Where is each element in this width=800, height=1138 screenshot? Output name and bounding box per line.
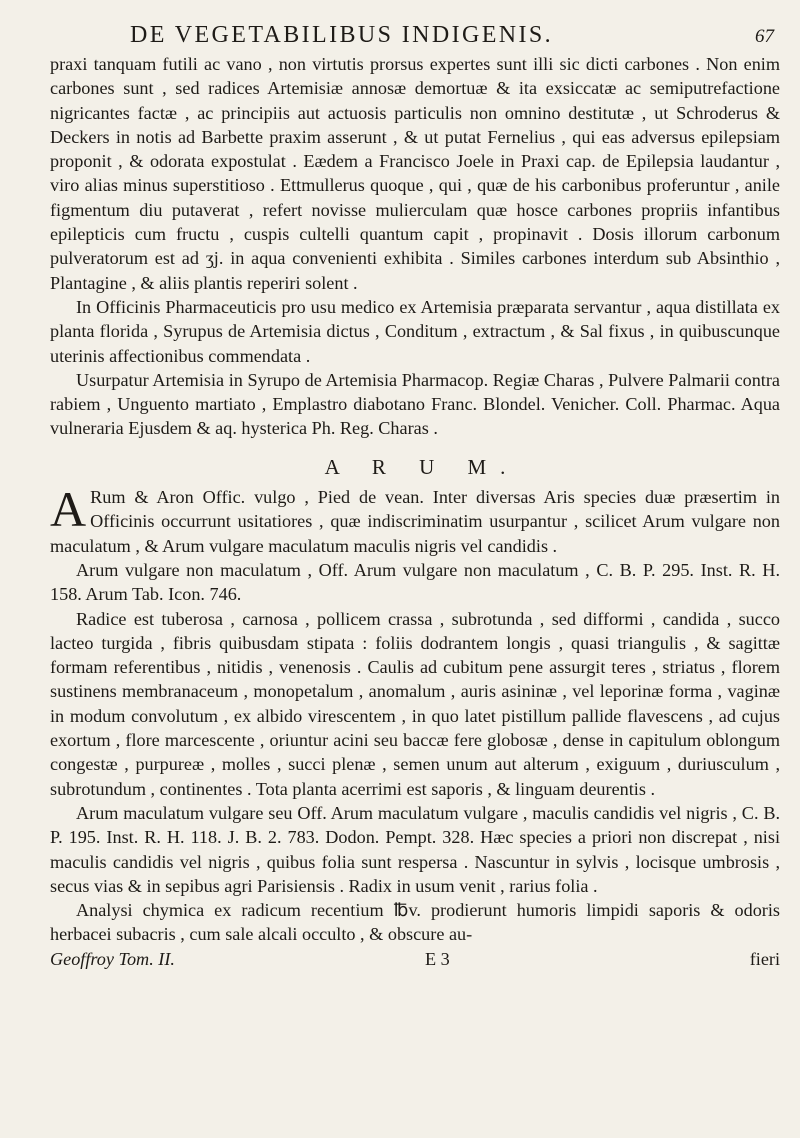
page-footer — [50, 947, 780, 971]
section-title-arum: A R U M. — [324, 454, 520, 479]
catchword: fieri — [749, 948, 780, 969]
paragraph-officinis: In Officinis Pharmaceuticis pro usu medico ex Artemisia præparata servantur , aqua distillata ex planta florida , Syrupus de Artemisia dictus , Conditum , extractum , & Sal fixus , in quibuscunque uterinis affectionibus commendata . — [50, 296, 780, 366]
body-text — [50, 52, 780, 971]
running-head — [0, 20, 800, 56]
signature-mark: E 3 — [425, 948, 450, 969]
paragraph-arum-non-maculatum: Arum vulgare non maculatum , Off. Arum vulgare non maculatum , C. B. P. 295. Inst. R. H. 158. Arum Tab. Icon. 746. — [50, 559, 780, 605]
paragraph-arum-description: Radice est tuberosa , carnosa , pollicem crassa , subrotunda , sed difformi , candida , succo lacteo turgida , fibris quibusdam stipata : foliis dodrantem longis , quasi triangulis , & sagittæ formam referentibus , nitidis , venenosis . Caulis ad cubitum pene assurgit teres , striatus , florem sustinens membranaceum , monopetalum , anomalum , auris asininæ , vel leporinæ forma , vaginæ in modum convolutum , ex albido virescentem , in quo latet pistillum pallide flavescens , ad cujus exortum , flore marcescente , oriuntur acini seu baccæ fere globosæ , dense in capitulum oblongum congestæ , purpureæ , molles , succi plenæ , semen unum aut alterum , exiguum , duriusculum , subrotundum , continentes . Tota planta acerrimi est saporis , & linguam deurentis . — [50, 608, 780, 799]
paragraph-analysis: Analysi chymica ex radicum recentium ℔v. prodierunt humoris limpidi saporis & odoris herbacei subacris , cum sale alcali occulto , & obscure au- — [50, 900, 780, 945]
paragraph-arum-intro: ARum & Aron Offic. vulgo , Pied de vean. Inter diversas Aris species duæ præsertim in Officinis occurrunt usitatiores , quæ indiscriminatim usurpantur , scilicet Arum vulgare non maculatum , & Arum vulgare maculatum maculis nigris vel candidis . — [50, 481, 780, 556]
paragraph-usurpatur: Usurpatur Artemisia in Syrupo de Artemisia Pharmacop. Regiæ Charas , Pulvere Palmarii contra rabiem , Unguento martiato , Emplastro diabotano Franc. Blondel. Venicher. Coll. Pharmac. Aqua vulneraria Ejusdem & aq. hysterica Ph. Reg. Charas . — [50, 369, 780, 439]
paragraph-arum-maculatum: Arum maculatum vulgare seu Off. Arum maculatum vulgare , maculis candidis vel nigris , C. B. P. 195. Inst. R. H. 118. J. B. 2. 783. Dodon. Pempt. 328. Hæc species a priori non discrepat , nisi maculis candidis vel nigris , quibus folia sunt respersa . Nascuntur in sylvis , locisque umbrosis , secus vias & in sepibus agri Parisiensis . Radix in usum venit , rarius folia . — [50, 802, 780, 896]
running-head-title: DE VEGETABILIBUS INDIGENIS. — [130, 22, 554, 48]
page-number: 67 — [755, 26, 774, 47]
paragraph-carbones: praxi tanquam futili ac vano , non virtutis prorsus expertes sunt illi sic dicti carbones . Non enim carbones sunt , sed radices Artemisiæ annosæ demortuæ & ita exsiccatæ ac semiputrefactione nigricantes factæ , ac principiis aut actuosis particulis non omnino destitutæ , ut Schroderus & Deckers in notis ad Barbette praxim asserunt , & ut putat Fernelius , qui eas adversus epilepsiam proponit , & odorata expostulat . Eædem a Francisco Joele in Praxi cap. de Epilepsia laudantur , viro alias minus superstitioso . Ettmullerus quoque , qui , quæ de his carbonibus proferuntur , anile figmentum diu putaverat , refert novisse mulierculam quæ hosce carbones propriis infantibus epilepticis cum fructu , cuspis cultelli quantum capit , propinavit . Dosis illorum carbonum pulveratorum est ad ʒj. in aqua convenienti exhibita . Similes carbones interdum sub Absinthio , Plantagine , & aliis plantis reperiri solent . — [50, 54, 780, 293]
footer-author-volume: Geoffroy Tom. II. — [50, 948, 175, 969]
